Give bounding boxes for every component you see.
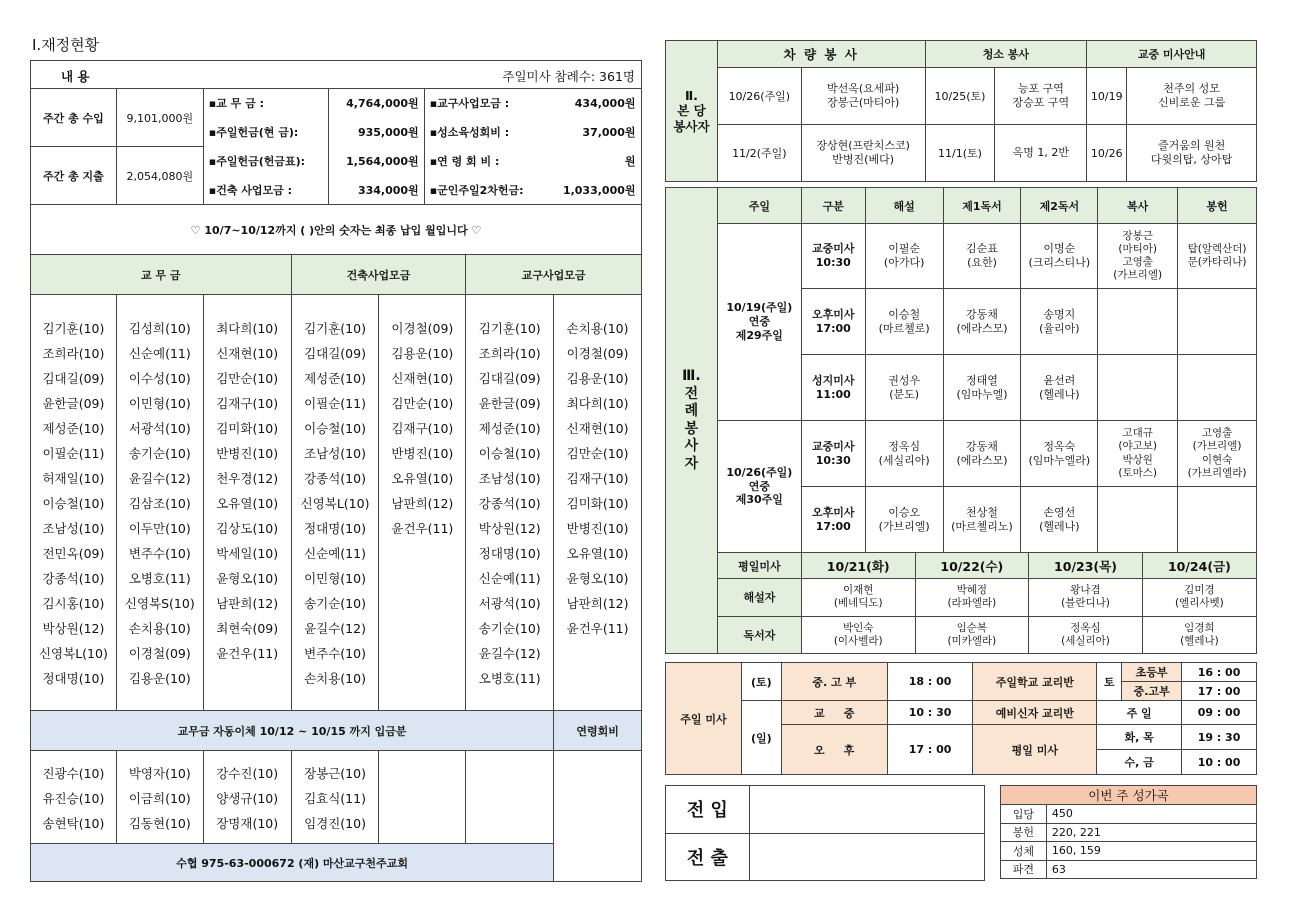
list-item: 장명재(10)	[216, 816, 279, 831]
list-item: 이민형(10)	[128, 396, 191, 411]
finance-breakdown-table	[204, 89, 641, 204]
building-col-2	[379, 295, 466, 711]
header-sunday: 주일	[717, 188, 801, 224]
list-item: 신재현(10)	[566, 421, 629, 436]
list-item: 남판희(12)	[216, 596, 279, 611]
list-item: 김만순(10)	[391, 396, 454, 411]
transfer-table	[665, 785, 985, 881]
fin-value2: 434,000원	[574, 97, 636, 111]
list-item: 이승철(10)	[42, 496, 105, 511]
list-item: 윤한글(09)	[42, 396, 105, 411]
list-item: 이금희(10)	[128, 791, 191, 806]
weekday-date: 10/21(화)	[801, 553, 915, 579]
weekday-date: 10/22(수)	[915, 553, 1029, 579]
list-item: 오병호(11)	[478, 671, 541, 686]
auto-col-6	[466, 751, 554, 844]
weekday-reader: 임순복 (미카엘라)	[915, 616, 1029, 653]
list-item: 최다희(10)	[566, 396, 629, 411]
list-item: 김용운(10)	[128, 671, 191, 686]
list-item: 이경철(09)	[566, 346, 629, 361]
weekday-reader: 임경희 (헬레나)	[1142, 616, 1256, 653]
list-item: 정대명(10)	[42, 671, 105, 686]
auto-col-1	[31, 751, 117, 844]
fin-label2: ▪군인주일2차헌금:	[429, 183, 524, 197]
list-item: 이승철(10)	[304, 421, 366, 436]
building-col-1	[291, 295, 379, 711]
weekday-commentator: 박혜정 (라파엘라)	[915, 579, 1029, 617]
fin-label: ▪교 무 금 :	[204, 89, 328, 118]
weekday-reader: 정옥심 (세실리아)	[1029, 616, 1143, 653]
mass-type: 오후미사 17:00	[801, 487, 865, 553]
reader1: 천상철 (마르첼리노)	[943, 487, 1021, 553]
sunday-mass-label: 주일 미사	[666, 663, 742, 775]
mass-type: 오후미사 17:00	[801, 289, 865, 355]
list-item: 신순예(11)	[128, 346, 191, 361]
kyomu-col-3	[203, 295, 291, 711]
list-item: 김대길(09)	[478, 371, 541, 386]
altar-server: 장봉근 (마티아) 고영출 (가브리엘)	[1098, 224, 1178, 289]
building-header: 건축사업모금	[291, 255, 466, 295]
list-item: 오병호(11)	[128, 571, 191, 586]
reader-label: 독서자	[718, 616, 801, 653]
wed-fri-time: 10 : 00	[1182, 750, 1257, 775]
list-item: 반병진(10)	[391, 446, 454, 461]
list-item: 송기순(10)	[478, 621, 541, 636]
schedule-row-time: 10 : 30	[887, 701, 973, 725]
commentator: 이필순 (아가다)	[865, 224, 943, 289]
list-item: 이승철(10)	[478, 446, 541, 461]
list-item: 김시홍(10)	[42, 596, 105, 611]
list-item: 박세일(10)	[216, 546, 279, 561]
fin-value: 4,764,000원	[328, 89, 424, 118]
list-item: 김재구(10)	[391, 421, 454, 436]
list-item: 조남성(10)	[42, 521, 105, 536]
fin-label2: ▪연 령 회 비 :	[429, 154, 500, 168]
bank-account: 수협 975-63-000672 (재) 마산교구천주교회	[31, 844, 554, 882]
list-item: 김재구(10)	[566, 471, 629, 486]
hymn-key: 파견	[1001, 860, 1047, 879]
list-item: 김삼조(10)	[128, 496, 191, 511]
list-item: 서광석(10)	[128, 421, 191, 436]
list-item: 김만순(10)	[566, 446, 629, 461]
attendance-count: 주일미사 참례수: 361명	[502, 69, 635, 84]
parish-volunteers-table	[665, 40, 1257, 182]
mass-guide-title: 교중 미사안내	[1087, 41, 1257, 68]
yeonryeong-header: 연령회비	[554, 711, 642, 751]
list-item: 윤한글(09)	[478, 396, 541, 411]
list-item: 이두만(10)	[128, 521, 191, 536]
list-item: 천우경(12)	[216, 471, 279, 486]
list-item: 김기훈(10)	[304, 321, 366, 336]
transfer-out-label: 전 출	[666, 833, 750, 881]
list-item: 윤건우(11)	[566, 621, 629, 636]
guide-date: 10/26	[1087, 125, 1127, 182]
weekday-label: 평일미사	[718, 553, 801, 579]
list-item: 김동현(10)	[128, 816, 191, 831]
list-item: 강종석(10)	[304, 471, 366, 486]
altar-server	[1098, 289, 1178, 355]
auto-transfer-title: 교무금 자동이체 10/12 ~ 10/15 까지 입금분	[31, 711, 554, 751]
list-item: 최현숙(09)	[216, 621, 279, 636]
mass-type: 성지미사 11:00	[801, 355, 865, 421]
auto-col-5	[379, 751, 466, 844]
list-item: 박영자(10)	[128, 766, 191, 781]
header-reading2: 제2독서	[1021, 188, 1098, 224]
mid-time: 17 : 00	[1182, 682, 1257, 701]
list-item: 이필순(11)	[304, 396, 366, 411]
sunday-school-label: 주일학교 교리반	[973, 663, 1097, 701]
list-item: 반병진(10)	[566, 521, 629, 536]
finance-table	[30, 60, 642, 882]
fin-value2: 37,000원	[582, 126, 636, 140]
expense-value: 2,054,080원	[116, 147, 203, 205]
list-item: 최다희(10)	[216, 321, 279, 336]
list-item: 남판희(12)	[391, 496, 454, 511]
kyomu-col-2	[116, 295, 203, 711]
list-item: 김상도(10)	[216, 521, 279, 536]
notice-text: ♡ 10/7~10/12까지 ( )안의 숫자는 최종 납입 월입니다 ♡	[31, 205, 642, 255]
list-item: 전민옥(09)	[42, 546, 105, 561]
hymn-key: 입당	[1001, 805, 1047, 824]
list-item: 신영복L(10)	[38, 646, 108, 661]
list-item: 윤길수(12)	[478, 646, 541, 661]
clean-date: 11/1(토)	[925, 125, 995, 182]
cleaning-title: 청소 봉사	[925, 41, 1087, 68]
auto-col-3	[203, 751, 291, 844]
reader2: 손영선 (헬레나)	[1021, 487, 1098, 553]
sunday-cell: 10/26(주일) 연중 제30주일	[717, 421, 801, 553]
altar-server	[1098, 487, 1178, 553]
section1-title: Ⅰ.재정현황	[32, 36, 100, 54]
list-item: 양생규(10)	[216, 791, 279, 806]
income-value: 9,101,000원	[116, 89, 203, 147]
list-item: 정대명(10)	[478, 546, 541, 561]
yeonryeong-cell	[554, 751, 642, 882]
list-item: 강수진(10)	[216, 766, 279, 781]
list-item: 송기순(10)	[304, 596, 366, 611]
altar-server: 고대규 (야고보) 박상원 (토마스)	[1098, 421, 1178, 487]
elem-time: 16 : 00	[1182, 663, 1257, 682]
auto-col-2	[116, 751, 203, 844]
transfer-in-label: 전 입	[666, 786, 750, 834]
expense-label: 주간 총 지출	[31, 147, 117, 205]
schedule-row-time: 17 : 00	[887, 725, 973, 775]
list-item: 김용운(10)	[566, 371, 629, 386]
list-item: 조남성(10)	[304, 446, 366, 461]
list-item: 신순예(11)	[304, 546, 366, 561]
offertory: 탑(알렉산더) 문(카타리나)	[1178, 224, 1257, 289]
auto-col-4	[291, 751, 379, 844]
commentator: 정옥심 (세실리아)	[865, 421, 943, 487]
hymn-value: 63	[1046, 860, 1256, 879]
car-names: 장상현(프란치스코) 반병진(베다)	[801, 125, 925, 182]
sunday-day-label: (일)	[741, 701, 781, 775]
list-item: 박상원(12)	[42, 621, 105, 636]
sunday-cell: 10/19(주일) 연중 제29주일	[717, 224, 801, 421]
list-item: 남판희(12)	[566, 596, 629, 611]
weekday-date: 10/24(금)	[1142, 553, 1256, 579]
commentator: 권성우 (분도)	[865, 355, 943, 421]
list-item: 오유열(10)	[566, 546, 629, 561]
list-item: 윤길수(12)	[128, 471, 191, 486]
guide-group: 즐거움의 원천 다윗의탑, 상아탑	[1127, 125, 1257, 182]
hymns-table	[1000, 785, 1257, 879]
section3-label: Ⅲ. 전 례 봉 사 자	[666, 188, 718, 654]
list-item: 김성희(10)	[128, 321, 191, 336]
list-item: 김미화(10)	[566, 496, 629, 511]
fin-value: 1,564,000원	[328, 147, 424, 176]
car-names: 박선옥(요세파) 장봉근(마티아)	[801, 68, 925, 125]
offertory	[1178, 289, 1257, 355]
list-item: 이필순(11)	[42, 446, 105, 461]
fin-label: ▪주일헌금(현 금):	[204, 118, 328, 147]
list-item: 이경철(09)	[391, 321, 454, 336]
list-item: 신재현(10)	[216, 346, 279, 361]
fin-label2: ▪성소육성회비 :	[429, 126, 510, 140]
tue-thu-time: 19 : 30	[1182, 725, 1257, 750]
elem-label: 초등부	[1122, 663, 1182, 682]
reader1: 강동채 (에라스모)	[943, 289, 1021, 355]
reader1: 강동채 (에라스모)	[943, 421, 1021, 487]
list-item: 강종석(10)	[42, 571, 105, 586]
list-item: 조남성(10)	[478, 471, 541, 486]
car-service-title: 차 량 봉 사	[717, 41, 925, 68]
list-item: 김미화(10)	[216, 421, 279, 436]
list-item: 김기훈(10)	[478, 321, 541, 336]
list-item: 박상원(12)	[478, 521, 541, 536]
kyomu-col-1	[31, 295, 117, 711]
list-item: 김용운(10)	[391, 346, 454, 361]
reader2: 윤선려 (헬레나)	[1021, 355, 1098, 421]
list-item: 손치용(10)	[128, 621, 191, 636]
hymn-key: 봉헌	[1001, 823, 1047, 842]
list-item: 유진승(10)	[42, 791, 105, 806]
fin-value2: 1,033,000원	[562, 183, 636, 197]
saturday-label: (토)	[741, 663, 781, 701]
hymn-key: 성체	[1001, 842, 1047, 861]
weekday-mass-cell	[717, 553, 1256, 654]
car-date: 11/2(주일)	[717, 125, 801, 182]
list-item: 신영복L(10)	[300, 496, 370, 511]
weekday-commentator: 왕나겸 (블란디나)	[1029, 579, 1143, 617]
weekday-commentator: 이재현 (베네딕도)	[801, 579, 915, 617]
wed-fri-label: 수, 금	[1097, 750, 1182, 775]
reader1: 김순표 (요한)	[943, 224, 1021, 289]
mass-schedule-table	[665, 662, 1257, 775]
diocese-header: 교구사업모금	[466, 255, 642, 295]
altar-server	[1098, 355, 1178, 421]
list-item: 신재현(10)	[391, 371, 454, 386]
income-label: 주간 총 수입	[31, 89, 117, 147]
list-item: 김대길(09)	[42, 371, 105, 386]
finance-header-row	[31, 61, 642, 89]
list-item: 오유열(10)	[216, 496, 279, 511]
mid-label: 중.고부	[1122, 682, 1182, 701]
list-item: 이민형(10)	[304, 571, 366, 586]
reader2: 정옥숙 (임마누엘라)	[1021, 421, 1098, 487]
hymn-value: 220, 221	[1046, 823, 1256, 842]
list-item: 제성준(10)	[42, 421, 105, 436]
list-item: 강종석(10)	[478, 496, 541, 511]
mass-type: 교중미사 10:30	[801, 224, 865, 289]
hymns-title: 이번 주 성가곡	[1001, 786, 1257, 805]
list-item: 장봉근(10)	[304, 766, 366, 781]
fin-label: ▪주일헌금(헌금표):	[204, 147, 328, 176]
header-type: 구분	[801, 188, 865, 224]
weekday-mass-label: 평일 미사	[973, 725, 1097, 775]
commentator: 이승철 (마르첼로)	[865, 289, 943, 355]
schedule-row-name: 오 후	[781, 725, 887, 775]
list-item: 이경철(09)	[128, 646, 191, 661]
list-item: 서광석(10)	[478, 596, 541, 611]
hymn-value: 160, 159	[1046, 842, 1256, 861]
diocese-col-1	[466, 295, 554, 711]
catechumen-day: 주 일	[1097, 701, 1182, 725]
header-server: 복사	[1098, 188, 1178, 224]
weekday-commentator: 김미경 (엘리사벳)	[1142, 579, 1256, 617]
finance-header-label: 내 용	[61, 69, 90, 84]
section2-label: Ⅱ. 본 당 봉사자	[666, 41, 718, 182]
guide-date: 10/19	[1087, 68, 1127, 125]
list-item: 변주수(10)	[128, 546, 191, 561]
list-item: 윤형오(10)	[216, 571, 279, 586]
schedule-row-time: 18 : 00	[887, 663, 973, 701]
list-item: 송기순(10)	[128, 446, 191, 461]
list-item: 윤건우(11)	[216, 646, 279, 661]
sunday-school-day: 토	[1097, 663, 1122, 701]
list-item: 손치용(10)	[304, 671, 366, 686]
weekday-mass-table	[718, 553, 1256, 653]
finance-breakdown	[203, 89, 641, 205]
weekday-date: 10/23(목)	[1029, 553, 1143, 579]
header-reading1: 제1독서	[943, 188, 1021, 224]
list-item: 오유열(10)	[391, 471, 454, 486]
list-item: 이수성(10)	[128, 371, 191, 386]
liturgy-volunteers-table	[665, 187, 1257, 654]
schedule-row-name: 교 중	[781, 701, 887, 725]
hymn-value: 450	[1046, 805, 1256, 824]
fin-value2: 원	[624, 154, 636, 168]
fin-label2: ▪교구사업모금 :	[429, 97, 510, 111]
list-item: 신순예(11)	[478, 571, 541, 586]
fin-value: 334,000원	[328, 175, 424, 204]
clean-area: 능포 구역 장승포 구역	[995, 68, 1087, 125]
diocese-col-2	[554, 295, 642, 711]
tue-thu-label: 화, 목	[1097, 725, 1182, 750]
clean-date: 10/25(토)	[925, 68, 995, 125]
list-item: 김기훈(10)	[42, 321, 105, 336]
offertory	[1178, 487, 1257, 553]
list-item: 김재구(10)	[216, 396, 279, 411]
list-item: 윤형오(10)	[566, 571, 629, 586]
list-item: 조희라(10)	[478, 346, 541, 361]
header-comment: 해설	[865, 188, 943, 224]
fin-value: 935,000원	[328, 118, 424, 147]
list-item: 김만순(10)	[216, 371, 279, 386]
car-date: 10/26(주일)	[717, 68, 801, 125]
list-item: 제성준(10)	[478, 421, 541, 436]
list-item: 진광수(10)	[42, 766, 105, 781]
mass-type: 교중미사 10:30	[801, 421, 865, 487]
list-item: 허재일(10)	[42, 471, 105, 486]
offertory	[1178, 355, 1257, 421]
list-item: 김대길(09)	[304, 346, 366, 361]
catechumen-label: 예비신자 교리반	[973, 701, 1097, 725]
weekday-reader: 박인숙 (이사벨라)	[801, 616, 915, 653]
offertory: 고영출 (가브리엘) 이현숙 (가브리엘라)	[1178, 421, 1257, 487]
kyomu-header: 교 무 금	[31, 255, 292, 295]
transfer-in-value	[749, 786, 984, 834]
list-item: 반병진(10)	[216, 446, 279, 461]
list-item: 김효식(11)	[304, 791, 366, 806]
list-item: 윤길수(12)	[304, 621, 366, 636]
list-item: 조희라(10)	[42, 346, 105, 361]
reader2: 이명순 (크리스티나)	[1021, 224, 1098, 289]
list-item: 송현탁(10)	[42, 816, 105, 831]
catechumen-time: 09 : 00	[1182, 701, 1257, 725]
transfer-out-value	[749, 833, 984, 881]
fin-label: ▪건축 사업모금 :	[204, 175, 328, 204]
list-item: 변주수(10)	[304, 646, 366, 661]
header-offering: 봉헌	[1178, 188, 1257, 224]
list-item: 신영복S(10)	[124, 596, 195, 611]
schedule-row-name: 중. 고 부	[781, 663, 887, 701]
guide-group: 천주의 성모 신비로운 그룹	[1127, 68, 1257, 125]
reader2: 송명지 (율리아)	[1021, 289, 1098, 355]
list-item: 윤건우(11)	[391, 521, 454, 536]
list-item: 정대명(10)	[304, 521, 366, 536]
list-item: 손치용(10)	[566, 321, 629, 336]
clean-area: 옥명 1, 2반	[995, 125, 1087, 182]
list-item: 제성준(10)	[304, 371, 366, 386]
list-item: 임경진(10)	[304, 816, 366, 831]
commentator: 이승오 (가브리엘)	[865, 487, 943, 553]
commentator-label: 해설자	[718, 579, 801, 617]
reader1: 정태열 (임마누엘)	[943, 355, 1021, 421]
